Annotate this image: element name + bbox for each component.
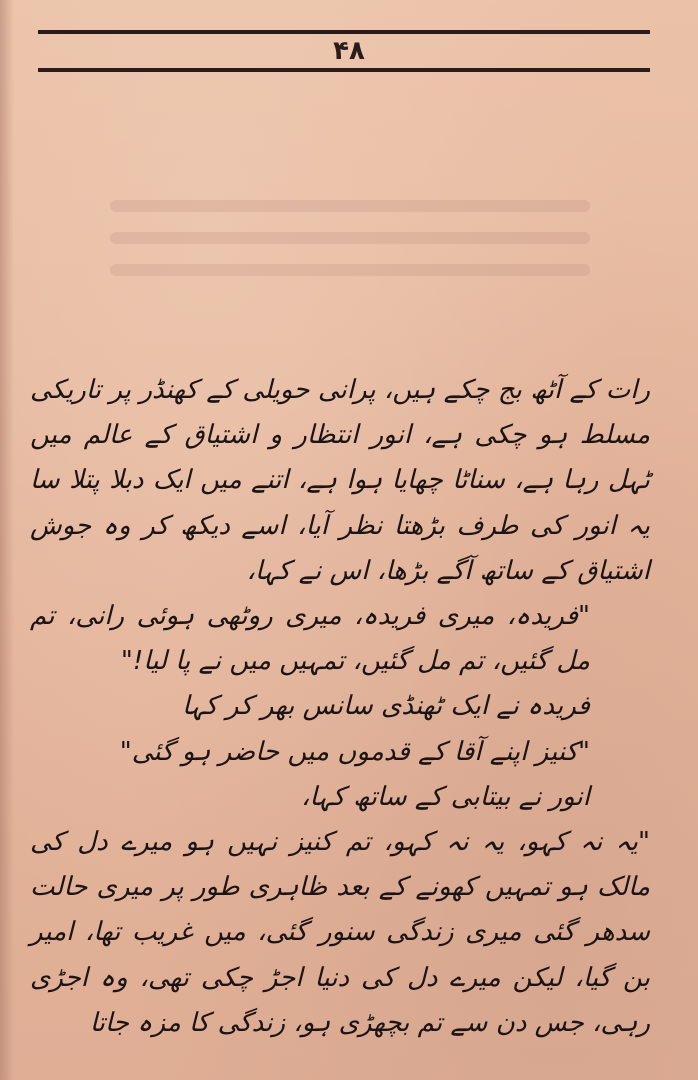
header-rule-bottom xyxy=(38,68,650,72)
page-number: ۴۸ xyxy=(333,36,365,66)
paragraph-narration-anwar: انور نے بیتابی کے ساتھ کہا، xyxy=(301,781,590,812)
paragraph-dialogue-anwar: "فریدہ، میری فریدہ، میری روٹھی ہوئی رانی، تم مل گئیں، تم مل گئیں، تمہیں میں نے پا لیا!" xyxy=(30,601,590,677)
page-edge-shadow xyxy=(0,0,14,1080)
header-rule-top xyxy=(38,30,650,34)
paragraph-dialogue-anwar-long: "یہ نہ کہو، یہ نہ کہو، تم کنیز نہیں ہو میرے دل کی مالک ہو تمہیں کھونے کے بعد ظاہری طور پر میری حالت سدھر گئی میری زندگی سنور گئی، میں غریب تھا، امیر بن گیا، لیکن میرے دل کی دنیا اجڑ چکی تھی، وہ اجڑی رہی، جس دن سے تم بچھڑی ہو، زندگی کا مزہ جاتا xyxy=(30,827,650,1038)
paragraph-narration-farida: فریدہ نے ایک ٹھنڈی سانس بھر کر کہا xyxy=(182,691,590,722)
paragraph-dialogue-farida: "کنیز اپنے آقا کے قدموں میں حاضر ہو گئی" xyxy=(119,736,590,767)
paragraph-narration: رات کے آٹھ بج چکے ہیں، پرانی حویلی کے کھنڈر پر تاریکی مسلط ہو چکی ہے، انور انتظار و اشتیاق کے عالم میں ٹہل رہا ہے، سناٹا چھایا ہوا ہے، اتنے میں ایک دبلا پتلا سا یہ انور کی طرف بڑھتا نظر آیا، اسے دیکھ کر وہ جوش اشتیاق کے ساتھ آگے بڑھا، اس نے کہا، xyxy=(30,375,650,586)
body-text xyxy=(30,368,650,1046)
bleed-through-stain xyxy=(110,180,590,310)
